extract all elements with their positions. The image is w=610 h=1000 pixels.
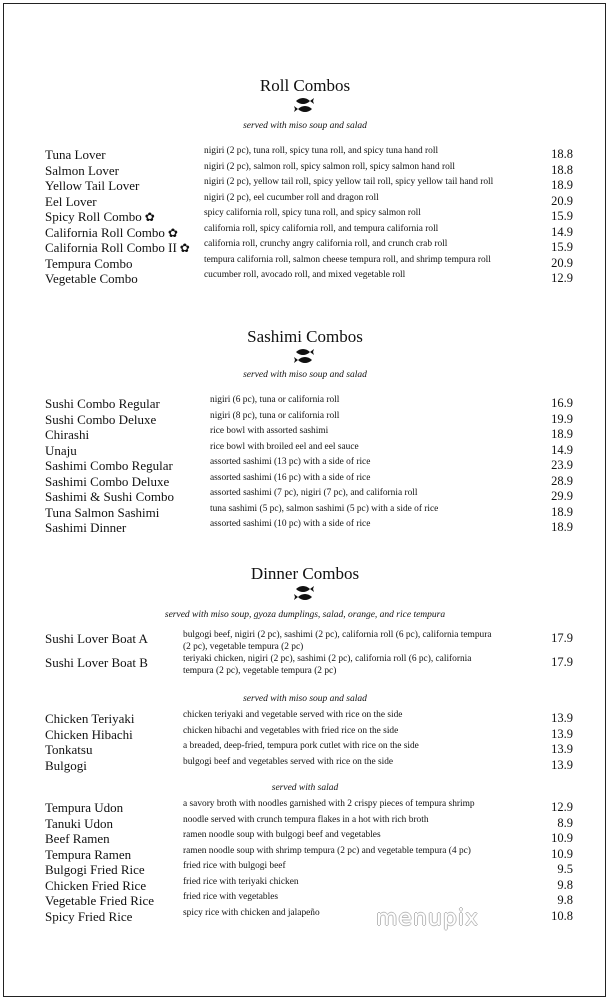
dinner-combos-note: served with miso soup, gyoza dumplings, salad, orange, and rice tempura — [164, 610, 446, 620]
item-name: Tempura Ramen — [45, 846, 132, 862]
item-name: Sashimi Combo Regular — [45, 458, 173, 473]
item-description: bulgogi beef and vegetables served with rice on the side — [183, 756, 394, 767]
item-description: spicy rice with chicken and jalapeño — [183, 907, 320, 918]
item-name: Sashimi & Sushi Combo — [45, 489, 174, 504]
item-name: Chirashi — [45, 427, 90, 442]
sashimi-combos-title: Sashimi Combos — [247, 327, 363, 346]
roll-combos-title: Roll Combos — [259, 76, 351, 95]
item-price: 9.8 — [557, 893, 573, 907]
item-description: fried rice with vegetables — [183, 892, 279, 902]
item-price: 8.9 — [557, 815, 573, 830]
item-description: a breaded, deep-fried, tempura pork cutlet with rice on the side — [183, 741, 419, 751]
item-description: nigiri (2 pc), tuna roll, spicy tuna roll, and spicy tuna hand roll — [204, 146, 439, 156]
item-description: ramen noodle soup with bulgogi beef and vegetables — [183, 830, 381, 840]
item-name: Vegetable Combo — [45, 271, 138, 286]
menu-item — [0, 847, 610, 863]
item-price: 18.9 — [551, 504, 573, 519]
item-name: Tuna Lover — [45, 147, 106, 162]
item-name: California Roll Combo ✿ — [45, 224, 178, 240]
item-name: Chicken Teriyaki — [45, 711, 135, 726]
item-description: chicken teriyaki and vegetable served with rice on the side — [183, 710, 403, 720]
menu-item — [0, 909, 610, 925]
dinner-mains-note: served with miso soup and salad — [243, 694, 367, 704]
item-price: 29.9 — [551, 489, 573, 503]
item-name: Tempura Combo — [45, 255, 133, 271]
item-description: tuna sashimi (5 pc), salmon sashimi (5 pc) with a side of rice — [210, 503, 439, 514]
item-description: ramen noodle soup with shrimp tempura (2 pc) and vegetable tempura (4 pc) — [183, 845, 471, 856]
item-name: Eel Lover — [45, 193, 97, 209]
item-description: bulgogi beef, nigiri (2 pc), sashimi (2 pc), california roll (6 pc), california tempura — [183, 630, 492, 640]
item-description: nigiri (6 pc), tuna or california roll — [210, 395, 340, 405]
item-name: California Roll Combo II ✿ — [45, 240, 190, 255]
two-fish-icon — [293, 584, 315, 602]
item-description: california roll, spicy california roll, and tempura california roll — [204, 223, 439, 234]
item-name: Tanuki Udon — [45, 815, 114, 831]
item-price: 14.9 — [551, 442, 573, 457]
item-price: 12.9 — [551, 271, 573, 285]
sashimi-combos-note: served with miso soup and salad — [243, 370, 367, 380]
item-price: 15.9 — [551, 240, 573, 254]
item-price: 10.8 — [551, 908, 573, 923]
item-description: fried rice with teriyaki chicken — [183, 876, 299, 887]
menu-item — [0, 862, 610, 878]
item-price: 13.9 — [551, 711, 573, 725]
item-price: 15.9 — [551, 209, 573, 223]
item-name: Salmon Lover — [45, 162, 120, 178]
item-price: 13.9 — [551, 726, 573, 741]
roll-combos-note: served with miso soup and salad — [243, 121, 367, 131]
two-fish-icon — [293, 96, 315, 114]
item-name: Chicken Fried Rice — [45, 877, 147, 893]
item-price: 9.5 — [557, 862, 573, 876]
item-description: nigiri (2 pc), salmon roll, spicy salmon roll, spicy salmon hand roll — [204, 161, 456, 172]
item-price: 18.8 — [551, 162, 573, 177]
item-price: 12.9 — [551, 800, 573, 814]
item-name: Tuna Salmon Sashimi — [45, 504, 160, 520]
item-price: 13.9 — [551, 742, 573, 756]
menu-item — [0, 758, 610, 774]
item-description: rice bowl with broiled eel and eel sauce — [210, 441, 359, 452]
noodles-note: served with salad — [271, 783, 339, 793]
item-description: spicy california roll, spicy tuna roll, and spicy salmon roll — [204, 208, 421, 218]
item-description: tempura california roll, salmon cheese tempura roll, and shrimp tempura roll — [204, 254, 491, 265]
item-name: Sushi Lover Boat B — [45, 655, 148, 670]
item-name: Tonkatsu — [45, 742, 93, 757]
item-description: noodle served with crunch tempura flakes in a hot with rich broth — [183, 814, 429, 825]
item-name: Spicy Roll Combo ✿ — [45, 209, 155, 224]
item-price: 18.8 — [551, 147, 573, 161]
menu-item — [0, 655, 610, 681]
item-description: assorted sashimi (10 pc) with a side of rice — [210, 519, 371, 529]
item-description: cucumber roll, avocado roll, and mixed vegetable roll — [204, 270, 406, 280]
item-description: nigiri (8 pc), tuna or california roll — [210, 410, 340, 421]
item-description: nigiri (2 pc), yellow tail roll, spicy yellow tail roll, spicy yellow tail hand roll — [204, 177, 494, 187]
item-name: Sashimi Dinner — [45, 520, 127, 535]
item-name: Sushi Combo Deluxe — [45, 411, 157, 427]
item-price: 18.9 — [551, 427, 573, 441]
flower-icon: ✿ — [179, 241, 190, 255]
item-price: 18.9 — [551, 520, 573, 534]
item-price: 28.9 — [551, 473, 573, 488]
item-description: chicken hibachi and vegetables with fried rice on the side — [183, 725, 399, 736]
item-description: assorted sashimi (16 pc) with a side of rice — [210, 472, 371, 483]
item-price: 10.9 — [551, 846, 573, 861]
item-description: rice bowl with assorted sashimi — [210, 426, 329, 436]
item-description-continued: (2 pc), vegetable tempura (2 pc) — [183, 642, 304, 652]
dinner-combos-title: Dinner Combos — [250, 564, 360, 583]
item-price: 9.8 — [557, 877, 573, 892]
menupix-watermark: menupix — [376, 906, 479, 931]
item-name: Spicy Fried Rice — [45, 908, 133, 924]
item-description: california roll, crunchy angry california roll, and crunch crab roll — [204, 239, 448, 249]
item-price: 23.9 — [551, 458, 573, 472]
item-price: 17.9 — [551, 655, 573, 669]
item-description: nigiri (2 pc), eel cucumber roll and dragon roll — [204, 192, 379, 203]
item-name: Sushi Combo Regular — [45, 396, 160, 411]
item-price: 20.9 — [551, 193, 573, 208]
two-fish-icon — [293, 347, 315, 365]
item-name: Chicken Hibachi — [45, 726, 133, 742]
item-name: Sushi Lover Boat A — [45, 631, 148, 646]
item-description: teriyaki chicken, nigiri (2 pc), sashimi (2 pc), california roll (6 pc), california — [183, 654, 472, 664]
menu-item — [0, 520, 610, 536]
item-price: 20.9 — [551, 255, 573, 270]
item-description: assorted sashimi (13 pc) with a side of rice — [210, 457, 371, 467]
item-name: Tempura Udon — [45, 800, 124, 815]
item-description: a savory broth with noodles garnished with 2 crispy pieces of tempura shrimp — [183, 799, 475, 809]
menu-item — [0, 271, 610, 287]
item-price: 16.9 — [551, 396, 573, 410]
item-price: 18.9 — [551, 178, 573, 192]
item-name: Bulgogi — [45, 757, 87, 773]
item-price: 17.9 — [551, 631, 573, 645]
item-name: Yellow Tail Lover — [45, 178, 140, 193]
item-name: Beef Ramen — [45, 831, 110, 846]
item-price: 13.9 — [551, 757, 573, 772]
item-price: 10.9 — [551, 831, 573, 845]
item-description-continued: tempura (2 pc), vegetable tempura (2 pc) — [183, 666, 337, 676]
item-description: assorted sashimi (7 pc), nigiri (7 pc), and california roll — [210, 488, 418, 498]
flower-icon: ✿ — [144, 210, 155, 224]
item-name: Unaju — [45, 442, 77, 458]
item-description: fried rice with bulgogi beef — [183, 861, 286, 871]
item-price: 19.9 — [551, 411, 573, 426]
menu-item — [0, 878, 610, 894]
item-name: Vegetable Fried Rice — [45, 893, 155, 908]
item-price: 14.9 — [551, 224, 573, 239]
flower-icon: ✿ — [167, 225, 178, 240]
item-name: Sashimi Combo Deluxe — [45, 473, 170, 489]
item-name: Bulgogi Fried Rice — [45, 862, 145, 877]
